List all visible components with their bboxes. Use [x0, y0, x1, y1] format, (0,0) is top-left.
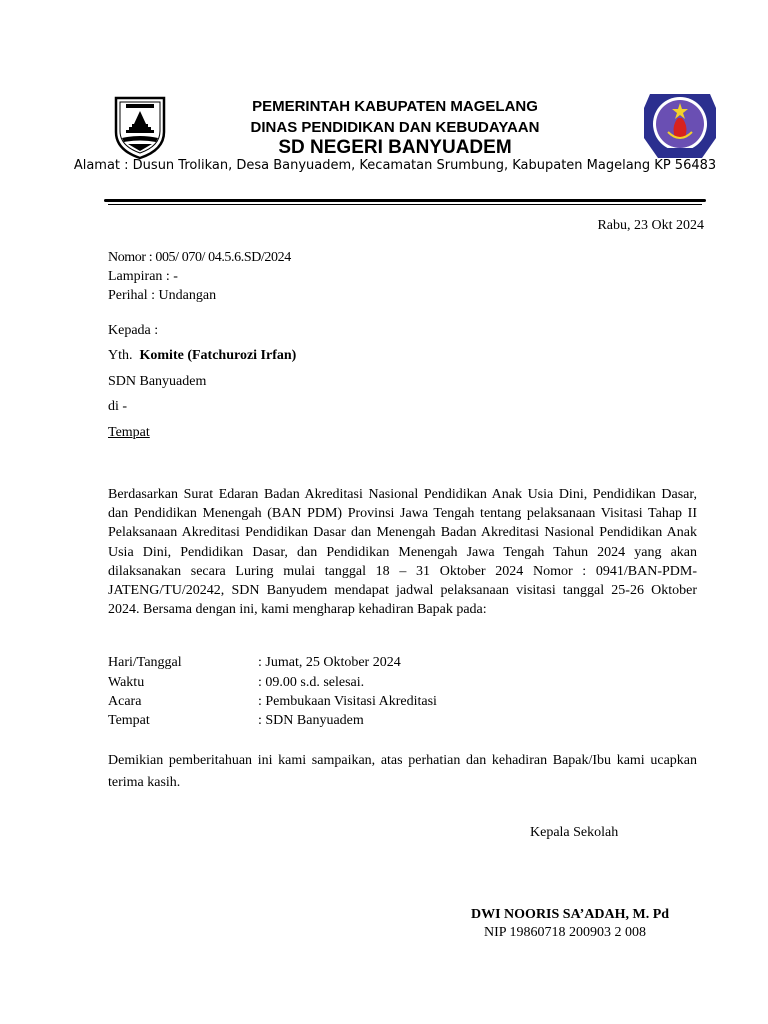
school-name-header: SD NEGERI BANYUADEM — [278, 137, 512, 158]
letter-number: Nomor : 005/ 070/ 04.5.6.SD/2024 — [108, 250, 291, 265]
school-emblem-logo — [638, 86, 722, 166]
detail-label-day: Hari/Tanggal — [108, 655, 182, 670]
signature-name: DWI NOORIS SA’ADAH, M. Pd — [471, 907, 670, 922]
detail-value-event: : Pembukaan Visitasi Akreditasi — [258, 694, 437, 709]
recipient-line — [108, 348, 296, 364]
letter-attachment: Lampiran : - — [108, 269, 178, 284]
letter-subject: Perihal : Undangan — [108, 288, 217, 303]
recipient-name: Komite (Fatchurozi Irfan) — [139, 348, 297, 363]
recipient-school: SDN Banyuadem — [108, 374, 207, 389]
detail-label-time: Waktu — [108, 675, 145, 690]
letter-closing: Demikian pemberitahuan ini kami sampaikan, atas perhatian dan kehadiran Bapak/Ibu kami ucapkan terima kasih. — [108, 753, 697, 790]
detail-value-place: : SDN Banyuadem — [258, 713, 364, 728]
detail-value-day: : Jumat, 25 Oktober 2024 — [258, 655, 401, 670]
letter-body: Berdasarkan Surat Edaran Badan Akreditasi Nasional Pendidikan Anak Usia Dini, Pendidikan Dasar, dan Pendidikan Menengah (BAN PDM) Provinsi Jawa Tengah tentang pelaksanaan Visitasi Tahap II Pelaksanaan Akreditasi Pendidikan Dasar dan Menengah Badan Akreditasi Nasional Pendidikan Anak Usia Dini, Pendidikan Dasar, dan Pendidikan Menengah Jawa Tengah Tahun 2024 yang akan dilaksanakan secara Luring mulai tanggal 18 – 31 Oktober 2024 Nomor : 0941/BAN-PDM-JATENG/TU/20242, SDN Banyudem mendapat jadwal pelaksanaan visitasi tanggal 25-26 Oktober 2024. Bersama dengan ini, kami mengharap kehadiran Bapak pada: — [108, 487, 697, 618]
recipient-place — [108, 425, 150, 441]
detail-label-place: Tempat — [108, 713, 150, 728]
recipient-place-text: Tempat — [108, 425, 150, 440]
detail-label-event: Acara — [108, 694, 142, 709]
header-rule-thin — [108, 204, 702, 205]
detail-value-time: : 09.00 s.d. selesai. — [258, 675, 365, 690]
header-rule-thick — [104, 199, 706, 202]
signature-title: Kepala Sekolah — [530, 825, 619, 840]
recipient-heading: Kepada : — [108, 323, 159, 338]
letter-date: Rabu, 23 Okt 2024 — [597, 218, 704, 233]
recipient-honorific: Yth. — [108, 348, 133, 363]
signature-nip: NIP 19860718 200903 2 008 — [484, 925, 647, 940]
recipient-di: di - — [108, 399, 128, 414]
government-header: PEMERINTAH KABUPATEN MAGELANG — [252, 98, 538, 115]
school-address: Alamat : Dusun Trolikan, Desa Banyuadem, Kecamatan Srumbung, Kabupaten Magelang KP 56483 — [73, 158, 717, 173]
department-header: DINAS PENDIDIKAN DAN KEBUDAYAAN — [250, 119, 540, 136]
